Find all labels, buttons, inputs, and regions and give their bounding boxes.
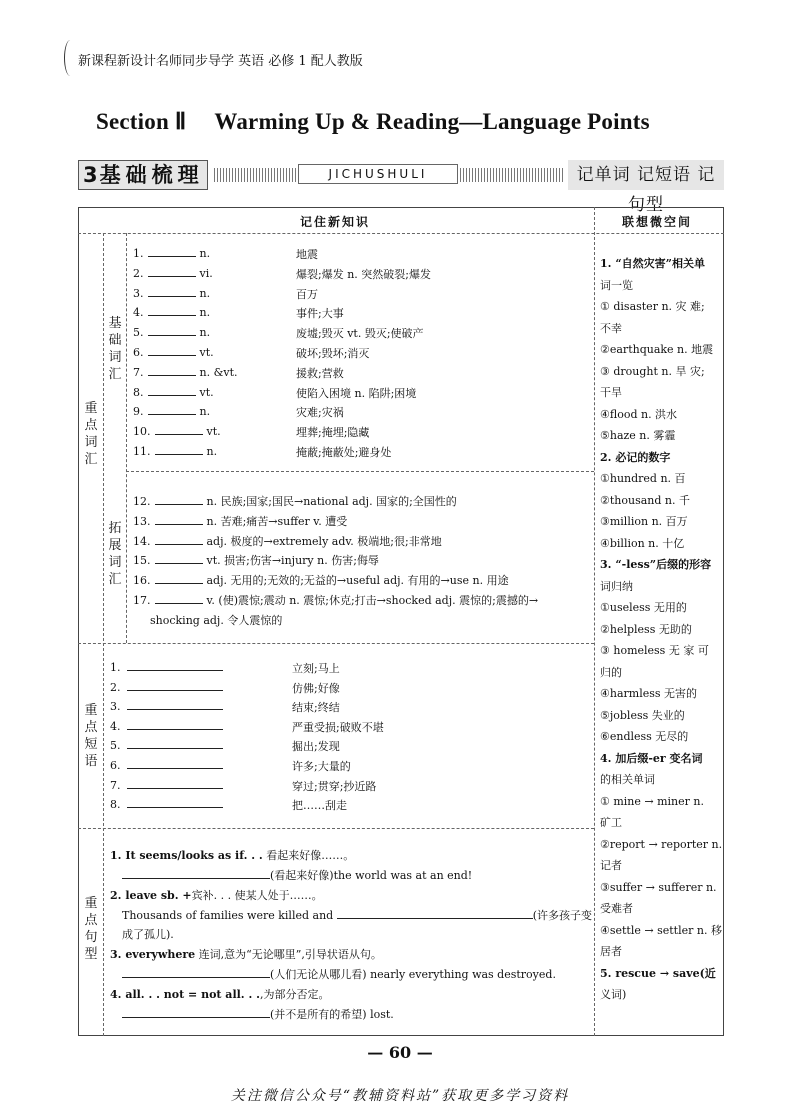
blank[interactable] — [148, 365, 196, 376]
side-note-line: ③suffer → sufferer n. — [600, 880, 717, 894]
section-banner — [78, 160, 724, 215]
running-header: 新课程新设计名师同步导学 英语 必修 1 配人教版 — [78, 54, 363, 69]
phrase-meaning: 仿佛;好像 — [292, 681, 340, 695]
side-note-line: ⑤jobless 失业的 — [600, 708, 685, 722]
side-note-line: ① disaster n. 灾 难; — [600, 300, 705, 313]
word-pos: n. — [199, 286, 211, 300]
phrase-row — [110, 680, 223, 694]
side-note-line: ④settle → settler n. 移 — [600, 923, 722, 937]
word-row — [133, 266, 213, 280]
side-note-line: ⑥endless 无尽的 — [600, 730, 689, 743]
phrase-row — [110, 778, 223, 792]
side-note-line: 记者 — [600, 859, 622, 872]
phrase-meaning: 严重受损;破败不堪 — [292, 720, 384, 734]
word-meaning: 事件;大事 — [296, 307, 344, 321]
sentence-2-explain: 宾补. . . 使某人处于……。 — [191, 889, 323, 902]
side-note-line: 受难者 — [600, 902, 633, 915]
phrase-number: 6. — [110, 759, 121, 772]
sentence-2-example-text: Thousands of families were killed and — [122, 909, 334, 922]
column-header-side: 联想微空间 — [622, 215, 693, 229]
word-number: 11. — [133, 445, 151, 458]
blank[interactable] — [148, 345, 196, 356]
word-row — [133, 305, 210, 319]
side-note-line: ④harmless 无害的 — [600, 687, 698, 700]
sentence-3-pattern: 3. everywhere — [110, 948, 196, 961]
side-note-line: ②helpless 无助的 — [600, 622, 692, 636]
phrase-meaning: 许多;大量的 — [292, 760, 351, 773]
phrase-meaning: 把……刮走 — [292, 799, 347, 813]
banner-label-box — [78, 160, 208, 190]
word-pos: vt. — [199, 346, 214, 359]
blank[interactable] — [122, 1007, 270, 1018]
side-note-line: ④billion n. 十亿 — [600, 536, 685, 550]
word-pos: vi. — [199, 266, 213, 280]
side-note-line: ⑤haze n. 雾霾 — [600, 429, 676, 442]
side-note-line: ③ homeless 无 家 可 — [600, 644, 709, 657]
word-pos: n. — [199, 306, 211, 320]
blank[interactable] — [122, 868, 270, 879]
side-note-line: 词归纳 — [600, 579, 633, 593]
word-number: 6. — [133, 346, 144, 359]
word-number: 9. — [133, 405, 144, 419]
phrase-row — [110, 738, 223, 752]
word-number: 2. — [133, 266, 144, 280]
side-note-line: ①useless 无用的 — [600, 601, 687, 614]
blank[interactable] — [155, 573, 203, 584]
word-row — [133, 345, 214, 359]
word-row — [133, 325, 210, 339]
blank[interactable] — [155, 444, 203, 455]
word-meaning: 埋葬;掩埋;隐藏 — [296, 426, 370, 440]
sentence-2-example-cont: 成了孤儿). — [122, 928, 174, 941]
word-number: 13. — [133, 514, 151, 528]
column-header-main: 记住新知识 — [300, 215, 371, 229]
side-note-line: 居者 — [600, 945, 622, 958]
side-note-line: 2. 必记的数字 — [600, 450, 671, 464]
word-row — [133, 365, 238, 379]
blank[interactable] — [122, 967, 270, 978]
word-number: 15. — [133, 554, 151, 568]
side-note-line: ③million n. 百万 — [600, 515, 688, 528]
word-number: 14. — [133, 534, 151, 548]
word-pos: n. — [199, 326, 211, 340]
expand-text: v. (使)震惊;震动 n. 震惊;休克;打击→shocked adj. 震惊的;震撼的→ — [206, 594, 539, 607]
sentence-4-example — [122, 1006, 394, 1022]
table-divider-header — [78, 233, 724, 234]
blank[interactable] — [127, 758, 223, 769]
word-meaning: 使陷入困境 n. 陷阱;困境 — [296, 386, 417, 400]
phrase-row — [110, 660, 223, 674]
sentence-4-explain: ,为部分否定。 — [259, 988, 330, 1001]
sentence-1-explain: 看起来好像……。 — [262, 849, 355, 862]
word-pos: vt. — [206, 425, 221, 439]
table-divider-vocab-phrase — [78, 643, 594, 644]
phrase-number: 2. — [110, 680, 121, 694]
word-pos: n. &vt. — [199, 365, 238, 379]
phrase-number: 3. — [110, 700, 121, 714]
group-label-sentence: 重点句型 — [84, 896, 98, 962]
side-note-line: 不幸 — [600, 321, 622, 335]
blank[interactable] — [148, 246, 196, 257]
word-meaning: 废墟;毁灭 vt. 毁灭;使破产 — [296, 327, 424, 341]
phrase-row — [110, 719, 223, 733]
side-note-line: 干旱 — [600, 386, 622, 399]
blank[interactable] — [148, 385, 196, 396]
sentence-2-pattern: 2. leave sb. + — [110, 889, 192, 902]
blank[interactable] — [127, 680, 223, 691]
word-pos: n. — [206, 445, 218, 458]
sentence-4-pattern: 4. all. . . not = not all. . . — [110, 988, 260, 1001]
expand-text: n. 民族;国家;国民→national adj. 国家的;全国性的 — [206, 495, 457, 508]
word-meaning: 地震 — [296, 248, 318, 261]
phrase-number: 8. — [110, 798, 121, 812]
word-number: 8. — [133, 385, 144, 399]
table-divider-group — [103, 233, 104, 1036]
expand-text: adj. 无用的;无效的;无益的→useful adj. 有用的→use n. 用途 — [206, 574, 509, 588]
banner-pinyin: JICHUSHULI — [298, 164, 458, 184]
word-number: 7. — [133, 365, 144, 379]
word-meaning: 援救;营救 — [296, 366, 344, 380]
phrase-row — [110, 699, 223, 713]
table-divider-side — [594, 207, 595, 1036]
sentence-2-hint: (许多孩子变 — [532, 909, 592, 922]
phrase-number: 7. — [110, 778, 121, 792]
section-label: Section Ⅱ — [96, 109, 187, 134]
word-number: 12. — [133, 495, 151, 508]
phrase-meaning: 立刻;马上 — [292, 662, 340, 675]
expand-text: n. 苦难;痛苦→suffer v. 遭受 — [206, 514, 348, 528]
phrase-row — [110, 797, 223, 811]
page-title — [96, 109, 650, 135]
word-row — [133, 424, 221, 438]
side-note-line: 义词) — [600, 988, 627, 1001]
word-number: 5. — [133, 326, 144, 340]
table-divider-phrase-sentence — [78, 828, 594, 829]
banner-label: 基础梳理 — [99, 163, 204, 187]
sentence-3-example — [122, 966, 556, 982]
table-divider-basic-expand — [126, 471, 594, 472]
side-note-line: 归的 — [600, 665, 622, 679]
phrase-meaning: 掘出;发现 — [292, 740, 340, 754]
blank[interactable] — [127, 719, 223, 730]
side-note-line: ①hundred n. 百 — [600, 472, 686, 485]
phrase-meaning: 穿过;贯穿;抄近路 — [292, 779, 377, 793]
group-label-phrase: 重点短语 — [84, 703, 98, 769]
blank[interactable] — [155, 534, 203, 545]
sentence-4-example-text: (并不是所有的希望) lost. — [270, 1008, 394, 1021]
sentence-1-pattern: 1. It seems/looks as if. . . — [110, 849, 263, 862]
blank[interactable] — [148, 404, 196, 415]
blank[interactable] — [148, 325, 196, 336]
blank[interactable] — [337, 908, 533, 919]
expand-text: vt. 损害;伤害→injury n. 伤害;侮辱 — [206, 554, 379, 568]
word-row — [133, 286, 210, 300]
blank[interactable] — [127, 660, 223, 671]
word-row — [133, 444, 217, 458]
sentence-2-example — [122, 907, 592, 923]
sub-label-basic: 基础词汇 — [108, 316, 122, 382]
word-number: 3. — [133, 286, 144, 300]
blank[interactable] — [155, 424, 203, 435]
banner-right-label: 记单词 记短语 记句型 — [568, 160, 724, 190]
word-pos: n. — [199, 247, 211, 260]
side-note-line: 词一览 — [600, 278, 633, 292]
word-row — [133, 246, 210, 260]
sentence-3-explain: 连词,意为“无论哪里”,引导状语从句。 — [195, 948, 382, 961]
word-number: 1. — [133, 247, 144, 260]
side-note-line: ③ drought n. 旱 灾; — [600, 364, 705, 378]
expand-row — [133, 552, 379, 568]
word-pos: vt. — [199, 385, 214, 399]
word-meaning: 掩蔽;掩蔽处;避身处 — [296, 446, 392, 459]
word-pos: n. — [199, 405, 211, 419]
sentence-4-head — [110, 986, 329, 1002]
banner-number: 3 — [83, 163, 100, 187]
footer-note: 关注微信公众号“教辅资料站”获取更多学习资料 — [230, 1088, 570, 1104]
expand-text: adj. 极度的→extremely adv. 极端地;很;非常地 — [206, 534, 442, 548]
blank[interactable] — [155, 593, 203, 604]
blank[interactable] — [148, 305, 196, 316]
side-note-line: 3. “-less”后缀的形容 — [600, 558, 712, 571]
word-number: 10. — [133, 425, 151, 439]
side-note-line: ②earthquake n. 地震 — [600, 343, 714, 356]
section-main-title: Warming Up & Reading—Language Points — [214, 109, 650, 134]
sentence-1-head — [110, 847, 354, 863]
side-note-line: 4. 加后缀-er 变名词 — [600, 751, 703, 765]
phrase-number: 1. — [110, 661, 121, 674]
expand-row — [133, 572, 509, 588]
blank[interactable] — [155, 494, 203, 505]
word-number: 4. — [133, 306, 144, 320]
blank[interactable] — [155, 553, 203, 564]
blank[interactable] — [155, 514, 203, 525]
sentence-1-example-text: (看起来好像)the world was at an end! — [270, 869, 473, 882]
sentence-3-example-text: (人们无论从哪儿看) nearly everything was destroyed. — [270, 968, 556, 981]
word-number: 17. — [133, 594, 151, 607]
blank[interactable] — [127, 738, 223, 749]
word-meaning: 破坏;毁坏;消灭 — [296, 347, 370, 360]
expand-text: shocking adj. 令人震惊的 — [150, 613, 283, 627]
side-note-line: 1. “自然灾害”相关单 — [600, 257, 705, 270]
sub-label-expand: 拓展词汇 — [108, 521, 122, 587]
word-meaning: 爆裂;爆发 n. 突然破裂;爆发 — [296, 267, 431, 281]
expand-row — [133, 533, 442, 549]
side-notes — [600, 253, 722, 1006]
side-note-line: ① mine → miner n. — [600, 794, 704, 808]
expand-row — [133, 493, 457, 509]
blank[interactable] — [127, 699, 223, 710]
phrase-number: 4. — [110, 719, 121, 733]
expand-row — [133, 592, 538, 608]
side-note-line: 5. rescue → save(近 — [600, 966, 716, 980]
phrase-meaning: 结束;终结 — [292, 701, 340, 715]
word-meaning: 灾难;灾祸 — [296, 406, 344, 420]
blank[interactable] — [148, 266, 196, 277]
side-note-line: ②report → reporter n. — [600, 837, 723, 851]
sentence-2-head — [110, 887, 323, 903]
side-note-line: 矿工 — [600, 816, 622, 829]
side-note-line: ②thousand n. 千 — [600, 493, 690, 507]
word-number: 16. — [133, 574, 151, 588]
phrase-row — [110, 758, 223, 772]
group-label-vocab: 重点词汇 — [84, 401, 98, 467]
sentence-3-head — [110, 946, 382, 962]
blank[interactable] — [148, 286, 196, 297]
phrase-number: 5. — [110, 739, 121, 753]
word-row — [133, 404, 210, 418]
side-note-line: ④flood n. 洪水 — [600, 407, 678, 421]
expand-row — [133, 513, 347, 529]
header-bracket-decoration — [64, 40, 79, 76]
blank[interactable] — [127, 778, 223, 789]
side-note-line: 的相关单词 — [600, 773, 655, 786]
word-meaning: 百万 — [296, 287, 318, 301]
sentence-1-example — [122, 867, 472, 883]
blank[interactable] — [127, 797, 223, 808]
expand-row — [150, 612, 282, 628]
word-row — [133, 385, 214, 399]
page-number: — 60 — — [367, 1043, 433, 1062]
table-divider-sub — [126, 233, 127, 643]
